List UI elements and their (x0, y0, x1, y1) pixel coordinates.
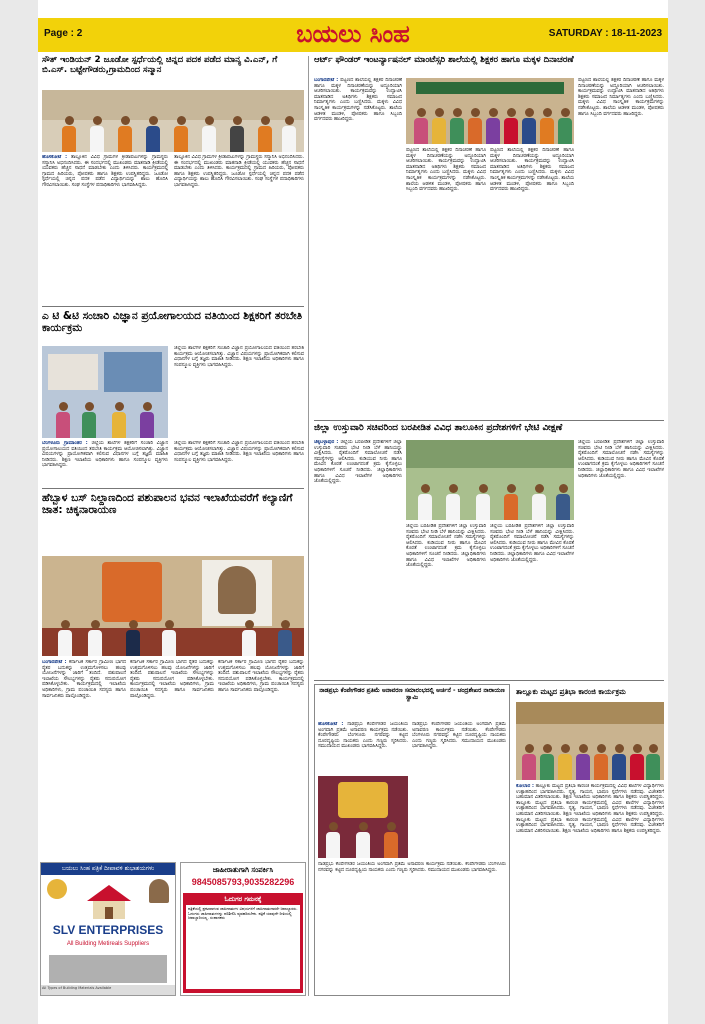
notice-title: ಓದುಗರ ಗಮನಕ್ಕೆ (224, 895, 262, 903)
article-dateline: ಚಿಕ್ಕಬಳ್ಳಾಪುರ : (314, 440, 339, 445)
article-headline: ಹೆಬ್ಬಾಳ ಬಸ್ ನಿಲ್ದಾಣದಿಂದ ಪಶುಪಾಲನ ಭವನ ಇಲಾಖೆಯವರೆಗೆ ಕಲ್ಯಾಣಿಗೆ ಜಾತ: ಚಿಕ್ಕನಾರಾಯಣ (42, 492, 293, 517)
article-body (516, 784, 664, 994)
article-text: ಜಿಲ್ಲೆಯ ಶಾಲೆಗಳ ಶಿಕ್ಷಕರಿಗೆ ಸಂಚಾರಿ ವಿಜ್ಞಾನ ಪ್ರಯೋಗಾಲಯದ ವತಿಯಿಂದ ತರಬೇತಿ ಕಾರ್ಯಕ್ರಮ ಆಯೋಜಿಸಲಾಗಿತ್ತು. ವಿಜ್ಞಾನ ವಿಷಯಗಳನ್ನು ಪ್ರಾಯೋಗಿಕವಾಗಿ ಕಲಿಸುವ ವಿಧಾನಗಳ ಬಗ್ಗೆ ತಜ್ಞರು ಮಾಹಿತಿ ನೀಡಿದರು. ಶಿಕ್ಷಣ ಇಲಾಖೆಯ ಅಧಿಕಾರಿಗಳು ಹಾಗೂ ಸಂಪನ್ಮೂಲ ವ್ಯಕ್ತಿಗಳು ಭಾಗವಹಿಸಿದ್ದರು. (174, 346, 304, 368)
article-text: ಪಟ್ಟಣದ ಶಾಲೆಯಲ್ಲಿ ಶಿಕ್ಷಕರ ದಿನಾಚರಣೆ ಹಾಗೂ ಮಕ್ಕಳ ದಿನಾಚರಣೆಯನ್ನು ಅದ್ದೂರಿಯಾಗಿ ಆಚರಿಸಲಾಯಿತು. ಕಾರ್ಯಕ್ರಮವನ್ನು ಉದ್ಘಾಟಿಸಿ ಮಾತನಾಡಿದ ಅತಿಥಿಗಳು ಶಿಕ್ಷಕರು ಸಮಾಜದ ನಿರ್ಮಾತೃಗಳು ಎಂದು ಬಣ್ಣಿಸಿದರು. ಮಕ್ಕಳು ವಿವಿಧ ಸಾಂಸ್ಕೃತಿಕ ಕಾರ್ಯಕ್ರಮಗಳನ್ನು ನಡೆಸಿಕೊಟ್ಟರು. ಶಾಲೆಯ ಆಡಳಿತ ಮಂಡಳಿ, ಪೋಷಕರು ಹಾಗೂ ಸಿಬ್ಬಂದಿ ವರ್ಗದವರು ಹಾಜರಿದ್ದರು. (406, 148, 486, 193)
classified-ad-box (180, 862, 306, 996)
article-body (318, 722, 408, 772)
ad-logo-icon (47, 879, 67, 899)
article-body-cont (318, 862, 506, 992)
article-headline: ನಾಡಪ್ರಭು ಕೆಂಪೇಗೌಡರ ಪ್ರತಿಮೆ ಅನಾವರಣ ಸಮಾರಂಭದಲ್ಲಿ ಅರ್ಚನೆ - ಚಂದ್ರಶೇಖರ ನಾರಾಯಣ ಸ್ವಾಮಿ (319, 687, 505, 701)
article-text: ಜಿಲ್ಲೆಯ ಬರಪೀಡಿತ ಪ್ರದೇಶಗಳಿಗೆ ಜಿಲ್ಲಾ ಉಸ್ತುವಾರಿ ಸಚಿವರು ಭೇಟಿ ನೀಡಿ ಬೆಳೆ ಹಾನಿಯನ್ನು ವೀಕ್ಷಿಸಿದರು. ರೈತರೊಂದಿಗೆ ಸಮಾಲೋಚನೆ ನಡೆಸಿ ಸಮಸ್ಯೆಗಳನ್ನು ಆಲಿಸಿದರು. ಕುಡಿಯುವ ನೀರು ಹಾಗೂ ಮೇವಿನ ಕೊರತೆ ಉಂಟಾಗದಂತೆ ಕ್ರಮ ಕೈಗೊಳ್ಳಲು ಅಧಿಕಾರಿಗಳಿಗೆ ಸೂಚನೆ ನೀಡಿದರು. ಜಿಲ್ಲಾಧಿಕಾರಿಗಳು ಹಾಗೂ ವಿವಿಧ ಇಲಾಖೆಗಳ ಅಧಿಕಾರಿಗಳು ಜೊತೆಯಲ್ಲಿದ್ದರು. (314, 440, 402, 485)
article-body-cont (406, 524, 486, 676)
notice-body: ಪತ್ರಿಕೆಯಲ್ಲಿ ಪ್ರಕಟವಾಗುವ ಜಾಹೀರಾತುಗಳ ವಿಷಯಗಳಿಗೆ ಜಾಹೀರಾತುದಾರರೇ ಜವಾಬ್ದಾರರು. ಓದುಗರು ಜಾಹೀರಾತುಗಳನ್ನು ಪರಿಶೀಲಿಸಿ ವ್ಯವಹರಿಸಬೇಕು. ಪತ್ರಿಕೆ ಯಾವುದೇ ರೀತಿಯಲ್ಲಿ ಜವಾಬ್ದಾರಿಯಲ್ಲ. ಸಂಪಾದಕರು (186, 905, 300, 989)
article-text: ಪಟ್ಟಣದ ಶಾಲೆಯಲ್ಲಿ ಶಿಕ್ಷಕರ ದಿನಾಚರಣೆ ಹಾಗೂ ಮಕ್ಕಳ ದಿನಾಚರಣೆಯನ್ನು ಅದ್ದೂರಿಯಾಗಿ ಆಚರಿಸಲಾಯಿತು. ಕಾರ್ಯಕ್ರಮವನ್ನು ಉದ್ಘಾಟಿಸಿ ಮಾತನಾಡಿದ ಅತಿಥಿಗಳು ಶಿಕ್ಷಕರು ಸಮಾಜದ ನಿರ್ಮಾತೃಗಳು ಎಂದು ಬಣ್ಣಿಸಿದರು. ಮಕ್ಕಳು ವಿವಿಧ ಸಾಂಸ್ಕೃತಿಕ ಕಾರ್ಯಕ್ರಮಗಳನ್ನು ನಡೆಸಿಕೊಟ್ಟರು. ಶಾಲೆಯ ಆಡಳಿತ ಮಂಡಳಿ, ಪೋಷಕರು ಹಾಗೂ ಸಿಬ್ಬಂದಿ ವರ್ಗದವರು ಹಾಜರಿದ್ದರು. (490, 148, 574, 193)
ad-contact-title: ಜಾಹೀರಾತುಗಾಗಿ ಸಂಪರ್ಕಿಸಿ (212, 866, 274, 874)
section-divider (314, 420, 664, 421)
article-text: ನಾಡಪ್ರಭು ಕೆಂಪೇಗೌಡರ ಜಯಂತಿಯ ಅಂಗವಾಗಿ ಪ್ರತಿಮೆ ಅನಾವರಣ ಕಾರ್ಯಕ್ರಮ ನಡೆಯಿತು. ಕೆಂಪೇಗೌಡರು ಬೆಂಗಳೂರು ನಗರವನ್ನು ಕಟ್ಟಿದ ದೂರದೃಷ್ಟಿಯ ನಾಯಕರು ಎಂದು ಗಣ್ಯರು ಸ್ಮರಿಸಿದರು. ಸಮುದಾಯದ ಮುಖಂಡರು ಭಾಗವಹಿಸಿದ್ದರು. (318, 862, 506, 873)
article-body-cont (406, 148, 486, 418)
article-body (314, 78, 402, 418)
article-body-cont (490, 148, 574, 418)
section-divider (42, 488, 304, 489)
article-text: ತಾಲ್ಲೂಕಿನ ವಿವಿಧ ಗ್ರಾಮಗಳ ಕ್ರೀಡಾಪಟುಗಳನ್ನು ಗ್ರಾಮಸ್ಥರು ಸನ್ಮಾನಿಸಿ ಅಭಿನಂದಿಸಿದರು. ಈ ಸಂದರ್ಭದಲ್ಲಿ ಮುಖಂಡರು ಮಾತನಾಡಿ ಕ್ರೀಡೆಯಲ್ಲಿ ಯುವಕರು ಹೆಚ್ಚಿನ ಸಾಧನೆ ಮಾಡಬೇಕು ಎಂದು ತಿಳಿಸಿದರು. ಕಾರ್ಯಕ್ರಮದಲ್ಲಿ ಗ್ರಾಮದ ಹಿರಿಯರು, ಪೋಷಕರು ಹಾಗೂ ಶಿಕ್ಷಕರು ಉಪಸ್ಥಿತರಿದ್ದರು. ಜೂಡೋ ಸ್ಪರ್ಧೆಯಲ್ಲಿ ಚಿನ್ನದ ಪದಕ ಪಡೆದ ವಿದ್ಯಾರ್ಥಿಯನ್ನು ಶಾಲು ಹೊದಿಸಿ ಗೌರವಿಸಲಾಯಿತು. ಸಂಘ ಸಂಸ್ಥೆಗಳ ಪದಾಧಿಕಾರಿಗಳು ಭಾಗವಹಿಸಿದ್ದರು. (42, 155, 168, 188)
article-text: ನಾಡಪ್ರಭು ಕೆಂಪೇಗೌಡರ ಜಯಂತಿಯ ಅಂಗವಾಗಿ ಪ್ರತಿಮೆ ಅನಾವರಣ ಕಾರ್ಯಕ್ರಮ ನಡೆಯಿತು. ಕೆಂಪೇಗೌಡರು ಬೆಂಗಳೂರು ನಗರವನ್ನು ಕಟ್ಟಿದ ದೂರದೃಷ್ಟಿಯ ನಾಯಕರು ಎಂದು ಗಣ್ಯರು ಸ್ಮರಿಸಿದರು. ಸಮುದಾಯದ ಮುಖಂಡರು ಭಾಗವಹಿಸಿದ್ದರು. (412, 722, 506, 750)
article-body-cont (42, 441, 168, 485)
newspaper-title: ಬಯಲು ಸಿಂಹ (296, 20, 410, 48)
section-divider (42, 306, 304, 307)
ad-banner-text: ಬಯಲು ಸಿಂಹ ಪತ್ರಿಕೆ ದೀಪಾವಳಿ ಶುಭಾಶಯಗಳು (41, 863, 175, 875)
article-text: ಕರ್ನಾಟಕ ಸರ್ಕಾರ ಗ್ರಾಮೀಣ ಭಾಗದ ರೈತರ ಬದುಕನ್ನು ಉತ್ತಮಗೊಳಿಸಲು ಹಲವು ಯೋಜನೆಗಳನ್ನು ಜಾರಿಗೆ ತಂದಿದೆ. ಪಶುಪಾಲನೆ ಇಲಾಖೆಯ ಸೌಲಭ್ಯಗಳನ್ನು ರೈತರು ಸದುಪಯೋಗ ಪಡಿಸಿಕೊಳ್ಳಬೇಕು. ಕಾರ್ಯಕ್ರಮದಲ್ಲಿ ಇಲಾಖೆಯ ಅಧಿಕಾರಿಗಳು, ಗ್ರಾಮ ಪಂಚಾಯಿತಿ ಸದಸ್ಯರು ಹಾಗೂ ಸಾರ್ವಜನಿಕರು ಪಾಲ್ಗೊಂಡಿದ್ದರು. (218, 660, 304, 693)
article-dateline: ಬಂಗಾರಪೇಟೆ : (42, 660, 67, 665)
article-text: ಪಟ್ಟಣದ ಶಾಲೆಯಲ್ಲಿ ಶಿಕ್ಷಕರ ದಿನಾಚರಣೆ ಹಾಗೂ ಮಕ್ಕಳ ದಿನಾಚರಣೆಯನ್ನು ಅದ್ದೂರಿಯಾಗಿ ಆಚರಿಸಲಾಯಿತು. ಕಾರ್ಯಕ್ರಮವನ್ನು ಉದ್ಘಾಟಿಸಿ ಮಾತನಾಡಿದ ಅತಿಥಿಗಳು ಶಿಕ್ಷಕರು ಸಮಾಜದ ನಿರ್ಮಾತೃಗಳು ಎಂದು ಬಣ್ಣಿಸಿದರು. ಮಕ್ಕಳು ವಿವಿಧ ಸಾಂಸ್ಕೃತಿಕ ಕಾರ್ಯಕ್ರಮಗಳನ್ನು ನಡೆಸಿಕೊಟ್ಟರು. ಶಾಲೆಯ ಆಡಳಿತ ಮಂಡಳಿ, ಪೋಷಕರು ಹಾಗೂ ಸಿಬ್ಬಂದಿ ವರ್ಗದವರು ಹಾಜರಿದ್ದರು. (578, 78, 664, 117)
article-dateline: ಹೊಸಕೋಟೆ : (42, 155, 68, 160)
article-headline: ಜಿಲ್ಲಾ ಉಸ್ತುವಾರಿ ಸಚಿವರಿಂದ ಬರಪೀಡಿತ ವಿವಿಧ ತಾಲೂಕಿನ ಪ್ರದೇಶಗಳಿಗೆ ಭೇಟಿ ವೀಕ್ಷಣೆ (314, 423, 563, 433)
masthead (38, 18, 668, 52)
ad-footer: All Types of Building Materials Available (41, 985, 175, 995)
article-dateline: ಕೋಲಾರ : (516, 784, 534, 789)
ad-products-image (49, 955, 167, 983)
article-body-cont (174, 155, 304, 303)
article-dateline: ಬಂಗಾರಪೇಟೆ : (314, 78, 339, 83)
article-text: ತಾಲ್ಲೂಕು ಮಟ್ಟದ ಪ್ರತಿಭಾ ಕಾರಂಜಿ ಕಾರ್ಯಕ್ರಮದಲ್ಲಿ ವಿವಿಧ ಶಾಲೆಗಳ ವಿದ್ಯಾರ್ಥಿಗಳು ಉತ್ಸಾಹದಿಂದ ಭಾಗವಹಿಸಿದರು. ನೃತ್ಯ, ಗಾಯನ, ಭಾಷಣ ಸ್ಪರ್ಧೆಗಳು ನಡೆದವು. ವಿಜೇತರಿಗೆ ಬಹುಮಾನ ವಿತರಿಸಲಾಯಿತು. ಶಿಕ್ಷಣ ಇಲಾಖೆಯ ಅಧಿಕಾರಿಗಳು ಹಾಗೂ ಶಿಕ್ಷಕರು ಉಪಸ್ಥಿತರಿದ್ದರು. (516, 800, 664, 817)
column-divider (308, 56, 309, 996)
article-photo (318, 776, 408, 858)
article-body (42, 155, 168, 303)
newspaper-page (38, 0, 668, 1024)
article-headline: ತಾಲ್ಲೂಕು ಮಟ್ಟದ ಪ್ರತಿಭಾ ಕಾರಂಜಿ ಕಾರ್ಯಕ್ರಮ (516, 687, 626, 696)
article-text: ಜಿಲ್ಲೆಯ ಶಾಲೆಗಳ ಶಿಕ್ಷಕರಿಗೆ ಸಂಚಾರಿ ವಿಜ್ಞಾನ ಪ್ರಯೋಗಾಲಯದ ವತಿಯಿಂದ ತರಬೇತಿ ಕಾರ್ಯಕ್ರಮ ಆಯೋಜಿಸಲಾಗಿತ್ತು. ವಿಜ್ಞಾನ ವಿಷಯಗಳನ್ನು ಪ್ರಾಯೋಗಿಕವಾಗಿ ಕಲಿಸುವ ವಿಧಾನಗಳ ಬಗ್ಗೆ ತಜ್ಞರು ಮಾಹಿತಿ ನೀಡಿದರು. ಶಿಕ್ಷಣ ಇಲಾಖೆಯ ಅಧಿಕಾರಿಗಳು ಹಾಗೂ ಸಂಪನ್ಮೂಲ ವ್ಯಕ್ತಿಗಳು ಭಾಗವಹಿಸಿದ್ದರು. (42, 441, 168, 469)
article-headline: ಆರ್ಟ್ ಫೌಂಡರ್ ಇಂಟರ್ನ್ಯಾಷನಲ್ ಮಾಂಟೆಸ್ಸರಿ ಶಾಲೆಯಲ್ಲಿ ಶಿಕ್ಷಕರ ಹಾಗೂ ಮಕ್ಕಳ ದಿನಾಚರಣೆ (314, 55, 574, 65)
page-number: Page : 2 (44, 28, 83, 39)
article-headline: ಎ ಟಿ &ಟಿ ಸಂಚಾರಿ ವಿಜ್ಞಾನ ಪ್ರಯೋಗಾಲಯದ ವತಿಯಿಂದ ಶಿಕ್ಷಕರಿಗೆ ತರಬೇತಿ ಕಾರ್ಯಕ್ರಮ (42, 310, 303, 335)
article-text: ತಾಲ್ಲೂಕು ಮಟ್ಟದ ಪ್ರತಿಭಾ ಕಾರಂಜಿ ಕಾರ್ಯಕ್ರಮದಲ್ಲಿ ವಿವಿಧ ಶಾಲೆಗಳ ವಿದ್ಯಾರ್ಥಿಗಳು ಉತ್ಸಾಹದಿಂದ ಭಾಗವಹಿಸಿದರು. ನೃತ್ಯ, ಗಾಯನ, ಭಾಷಣ ಸ್ಪರ್ಧೆಗಳು ನಡೆದವು. ವಿಜೇತರಿಗೆ ಬಹುಮಾನ ವಿತರಿಸಲಾಯಿತು. ಶಿಕ್ಷಣ ಇಲಾಖೆಯ ಅಧಿಕಾರಿಗಳು ಹಾಗೂ ಶಿಕ್ಷಕರು ಉಪಸ್ಥಿತರಿದ್ದರು. (516, 817, 664, 834)
ad-portrait-icon (149, 879, 169, 903)
article-text: ನಾಡಪ್ರಭು ಕೆಂಪೇಗೌಡರ ಜಯಂತಿಯ ಅಂಗವಾಗಿ ಪ್ರತಿಮೆ ಅನಾವರಣ ಕಾರ್ಯಕ್ರಮ ನಡೆಯಿತು. ಕೆಂಪೇಗೌಡರು ಬೆಂಗಳೂರು ನಗರವನ್ನು ಕಟ್ಟಿದ ದೂರದೃಷ್ಟಿಯ ನಾಯಕರು ಎಂದು ಗಣ್ಯರು ಸ್ಮರಿಸಿದರು. ಸಮುದಾಯದ ಮುಖಂಡರು ಭಾಗವಹಿಸಿದ್ದರು. (318, 722, 408, 750)
article-body-cont (490, 524, 574, 676)
ad-tagline: All Building Metireals Suppliers (66, 941, 150, 947)
article-body-cont (578, 78, 664, 418)
article-body-cont (578, 440, 664, 676)
article-photo (42, 346, 168, 438)
article-body-cont (412, 722, 506, 812)
article-text: ಕರ್ನಾಟಕ ಸರ್ಕಾರ ಗ್ರಾಮೀಣ ಭಾಗದ ರೈತರ ಬದುಕನ್ನು ಉತ್ತಮಗೊಳಿಸಲು ಹಲವು ಯೋಜನೆಗಳನ್ನು ಜಾರಿಗೆ ತಂದಿದೆ. ಪಶುಪಾಲನೆ ಇಲಾಖೆಯ ಸೌಲಭ್ಯಗಳನ್ನು ರೈತರು ಸದುಪಯೋಗ ಪಡಿಸಿಕೊಳ್ಳಬೇಕು. ಕಾರ್ಯಕ್ರಮದಲ್ಲಿ ಇಲಾಖೆಯ ಅಧಿಕಾರಿಗಳು, ಗ್ರಾಮ ಪಂಚಾಯಿತಿ ಸದಸ್ಯರು ಹಾಗೂ ಸಾರ್ವಜನಿಕರು ಪಾಲ್ಗೊಂಡಿದ್ದರು. (130, 660, 214, 699)
house-icon (85, 883, 133, 921)
article-body (174, 346, 304, 438)
article-body-cont (174, 441, 304, 485)
section-divider (314, 680, 664, 681)
edition-date: SATURDAY : 18-11-2023 (548, 28, 662, 39)
article-dateline: ಹೊಸಕೋಟೆ : (318, 722, 344, 727)
article-photo (42, 90, 304, 152)
slv-enterprises-ad (40, 862, 176, 996)
article-text: ಜಿಲ್ಲೆಯ ಬರಪೀಡಿತ ಪ್ರದೇಶಗಳಿಗೆ ಜಿಲ್ಲಾ ಉಸ್ತುವಾರಿ ಸಚಿವರು ಭೇಟಿ ನೀಡಿ ಬೆಳೆ ಹಾನಿಯನ್ನು ವೀಕ್ಷಿಸಿದರು. ರೈತರೊಂದಿಗೆ ಸಮಾಲೋಚನೆ ನಡೆಸಿ ಸಮಸ್ಯೆಗಳನ್ನು ಆಲಿಸಿದರು. ಕುಡಿಯುವ ನೀರು ಹಾಗೂ ಮೇವಿನ ಕೊರತೆ ಉಂಟಾಗದಂತೆ ಕ್ರಮ ಕೈಗೊಳ್ಳಲು ಅಧಿಕಾರಿಗಳಿಗೆ ಸೂಚನೆ ನೀಡಿದರು. ಜಿಲ್ಲಾಧಿಕಾರಿಗಳು ಹಾಗೂ ವಿವಿಧ ಇಲಾಖೆಗಳ ಅಧಿಕಾರಿಗಳು ಜೊತೆಯಲ್ಲಿದ್ದರು. (406, 524, 486, 569)
article-dateline: ಬೆಂಗಳೂರು ಗ್ರಾಮಾಂತರ : (42, 441, 88, 446)
article-photo (42, 556, 304, 656)
article-text: ತಾಲ್ಲೂಕಿನ ವಿವಿಧ ಗ್ರಾಮಗಳ ಕ್ರೀಡಾಪಟುಗಳನ್ನು ಗ್ರಾಮಸ್ಥರು ಸನ್ಮಾನಿಸಿ ಅಭಿನಂದಿಸಿದರು. ಈ ಸಂದರ್ಭದಲ್ಲಿ ಮುಖಂಡರು ಮಾತನಾಡಿ ಕ್ರೀಡೆಯಲ್ಲಿ ಯುವಕರು ಹೆಚ್ಚಿನ ಸಾಧನೆ ಮಾಡಬೇಕು ಎಂದು ತಿಳಿಸಿದರು. ಕಾರ್ಯಕ್ರಮದಲ್ಲಿ ಗ್ರಾಮದ ಹಿರಿಯರು, ಪೋಷಕರು ಹಾಗೂ ಶಿಕ್ಷಕರು ಉಪಸ್ಥಿತರಿದ್ದರು. ಜೂಡೋ ಸ್ಪರ್ಧೆಯಲ್ಲಿ ಚಿನ್ನದ ಪದಕ ಪಡೆದ ವಿದ್ಯಾರ್ಥಿಯನ್ನು ಶಾಲು ಹೊದಿಸಿ ಗೌರವಿಸಲಾಯಿತು. ಸಂಘ ಸಂಸ್ಥೆಗಳ ಪದಾಧಿಕಾರಿಗಳು ಭಾಗವಹಿಸಿದ್ದರು. (174, 155, 304, 188)
article-headline: ಸೌತ್ ಇಂಡಿಯನ್ 2 ಜೂಡೋ ಸ್ಪರ್ಧೆಯಲ್ಲಿ ಚಿನ್ನದ ಪದಕ ಪಡೆದ ಮಾನ್ಯ ವಿ.ಎನ್, ಗೆ ಬಿ.ಎಸ್. ಬಟ್ಟೇಗೌಡರು,ಗ್ರಾಮದಿಂದ ಸನ್ಮಾನ (42, 55, 278, 75)
article-text: ಜಿಲ್ಲೆಯ ಶಾಲೆಗಳ ಶಿಕ್ಷಕರಿಗೆ ಸಂಚಾರಿ ವಿಜ್ಞಾನ ಪ್ರಯೋಗಾಲಯದ ವತಿಯಿಂದ ತರಬೇತಿ ಕಾರ್ಯಕ್ರಮ ಆಯೋಜಿಸಲಾಗಿತ್ತು. ವಿಜ್ಞಾನ ವಿಷಯಗಳನ್ನು ಪ್ರಾಯೋಗಿಕವಾಗಿ ಕಲಿಸುವ ವಿಧಾನಗಳ ಬಗ್ಗೆ ತಜ್ಞರು ಮಾಹಿತಿ ನೀಡಿದರು. ಶಿಕ್ಷಣ ಇಲಾಖೆಯ ಅಧಿಕಾರಿಗಳು ಹಾಗೂ ಸಂಪನ್ಮೂಲ ವ್ಯಕ್ತಿಗಳು ಭಾಗವಹಿಸಿದ್ದರು. (174, 441, 304, 463)
article-text: ಪಟ್ಟಣದ ಶಾಲೆಯಲ್ಲಿ ಶಿಕ್ಷಕರ ದಿನಾಚರಣೆ ಹಾಗೂ ಮಕ್ಕಳ ದಿನಾಚರಣೆಯನ್ನು ಅದ್ದೂರಿಯಾಗಿ ಆಚರಿಸಲಾಯಿತು. ಕಾರ್ಯಕ್ರಮವನ್ನು ಉದ್ಘಾಟಿಸಿ ಮಾತನಾಡಿದ ಅತಿಥಿಗಳು ಶಿಕ್ಷಕರು ಸಮಾಜದ ನಿರ್ಮಾತೃಗಳು ಎಂದು ಬಣ್ಣಿಸಿದರು. ಮಕ್ಕಳು ವಿವಿಧ ಸಾಂಸ್ಕೃತಿಕ ಕಾರ್ಯಕ್ರಮಗಳನ್ನು ನಡೆಸಿಕೊಟ್ಟರು. ಶಾಲೆಯ ಆಡಳಿತ ಮಂಡಳಿ, ಪೋಷಕರು ಹಾಗೂ ಸಿಬ್ಬಂದಿ ವರ್ಗದವರು ಹಾಜರಿದ್ದರು. (314, 78, 402, 123)
article-text: ಜಿಲ್ಲೆಯ ಬರಪೀಡಿತ ಪ್ರದೇಶಗಳಿಗೆ ಜಿಲ್ಲಾ ಉಸ್ತುವಾರಿ ಸಚಿವರು ಭೇಟಿ ನೀಡಿ ಬೆಳೆ ಹಾನಿಯನ್ನು ವೀಕ್ಷಿಸಿದರು. ರೈತರೊಂದಿಗೆ ಸಮಾಲೋಚನೆ ನಡೆಸಿ ಸಮಸ್ಯೆಗಳನ್ನು ಆಲಿಸಿದರು. ಕುಡಿಯುವ ನೀರು ಹಾಗೂ ಮೇವಿನ ಕೊರತೆ ಉಂಟಾಗದಂತೆ ಕ್ರಮ ಕೈಗೊಳ್ಳಲು ಅಧಿಕಾರಿಗಳಿಗೆ ಸೂಚನೆ ನೀಡಿದರು. ಜಿಲ್ಲಾಧಿಕಾರಿಗಳು ಹಾಗೂ ವಿವಿಧ ಇಲಾಖೆಗಳ ಅಧಿಕಾರಿಗಳು ಜೊತೆಯಲ್ಲಿದ್ದರು. (578, 440, 664, 479)
reader-notice (183, 893, 303, 993)
ad-phone-number: 9845085793,9035282296 (191, 877, 295, 887)
article-photo (406, 78, 574, 144)
article-body-cont (130, 660, 214, 856)
article-photo (406, 440, 574, 520)
ad-company-name: SLV ENTERPRISES (52, 923, 164, 937)
article-body (42, 660, 126, 856)
article-photo (516, 702, 664, 780)
article-text: ಕರ್ನಾಟಕ ಸರ್ಕಾರ ಗ್ರಾಮೀಣ ಭಾಗದ ರೈತರ ಬದುಕನ್ನು ಉತ್ತಮಗೊಳಿಸಲು ಹಲವು ಯೋಜನೆಗಳನ್ನು ಜಾರಿಗೆ ತಂದಿದೆ. ಪಶುಪಾಲನೆ ಇಲಾಖೆಯ ಸೌಲಭ್ಯಗಳನ್ನು ರೈತರು ಸದುಪಯೋಗ ಪಡಿಸಿಕೊಳ್ಳಬೇಕು. ಕಾರ್ಯಕ್ರಮದಲ್ಲಿ ಇಲಾಖೆಯ ಅಧಿಕಾರಿಗಳು, ಗ್ರಾಮ ಪಂಚಾಯಿತಿ ಸದಸ್ಯರು ಹಾಗೂ ಸಾರ್ವಜನಿಕರು ಪಾಲ್ಗೊಂಡಿದ್ದರು. (42, 660, 126, 699)
article-body (314, 440, 402, 676)
article-text: ಜಿಲ್ಲೆಯ ಬರಪೀಡಿತ ಪ್ರದೇಶಗಳಿಗೆ ಜಿಲ್ಲಾ ಉಸ್ತುವಾರಿ ಸಚಿವರು ಭೇಟಿ ನೀಡಿ ಬೆಳೆ ಹಾನಿಯನ್ನು ವೀಕ್ಷಿಸಿದರು. ರೈತರೊಂದಿಗೆ ಸಮಾಲೋಚನೆ ನಡೆಸಿ ಸಮಸ್ಯೆಗಳನ್ನು ಆಲಿಸಿದರು. ಕುಡಿಯುವ ನೀರು ಹಾಗೂ ಮೇವಿನ ಕೊರತೆ ಉಂಟಾಗದಂತೆ ಕ್ರಮ ಕೈಗೊಳ್ಳಲು ಅಧಿಕಾರಿಗಳಿಗೆ ಸೂಚನೆ ನೀಡಿದರು. ಜಿಲ್ಲಾಧಿಕಾರಿಗಳು ಹಾಗೂ ವಿವಿಧ ಇಲಾಖೆಗಳ ಅಧಿಕಾರಿಗಳು ಜೊತೆಯಲ್ಲಿದ್ದರು. (490, 524, 574, 563)
article-text: ತಾಲ್ಲೂಕು ಮಟ್ಟದ ಪ್ರತಿಭಾ ಕಾರಂಜಿ ಕಾರ್ಯಕ್ರಮದಲ್ಲಿ ವಿವಿಧ ಶಾಲೆಗಳ ವಿದ್ಯಾರ್ಥಿಗಳು ಉತ್ಸಾಹದಿಂದ ಭಾಗವಹಿಸಿದರು. ನೃತ್ಯ, ಗಾಯನ, ಭಾಷಣ ಸ್ಪರ್ಧೆಗಳು ನಡೆದವು. ವಿಜೇತರಿಗೆ ಬಹುಮಾನ ವಿತರಿಸಲಾಯಿತು. ಶಿಕ್ಷಣ ಇಲಾಖೆಯ ಅಧಿಕಾರಿಗಳು ಹಾಗೂ ಶಿಕ್ಷಕರು ಉಪಸ್ಥಿತರಿದ್ದರು. (516, 784, 664, 801)
article-body-cont (218, 660, 304, 856)
